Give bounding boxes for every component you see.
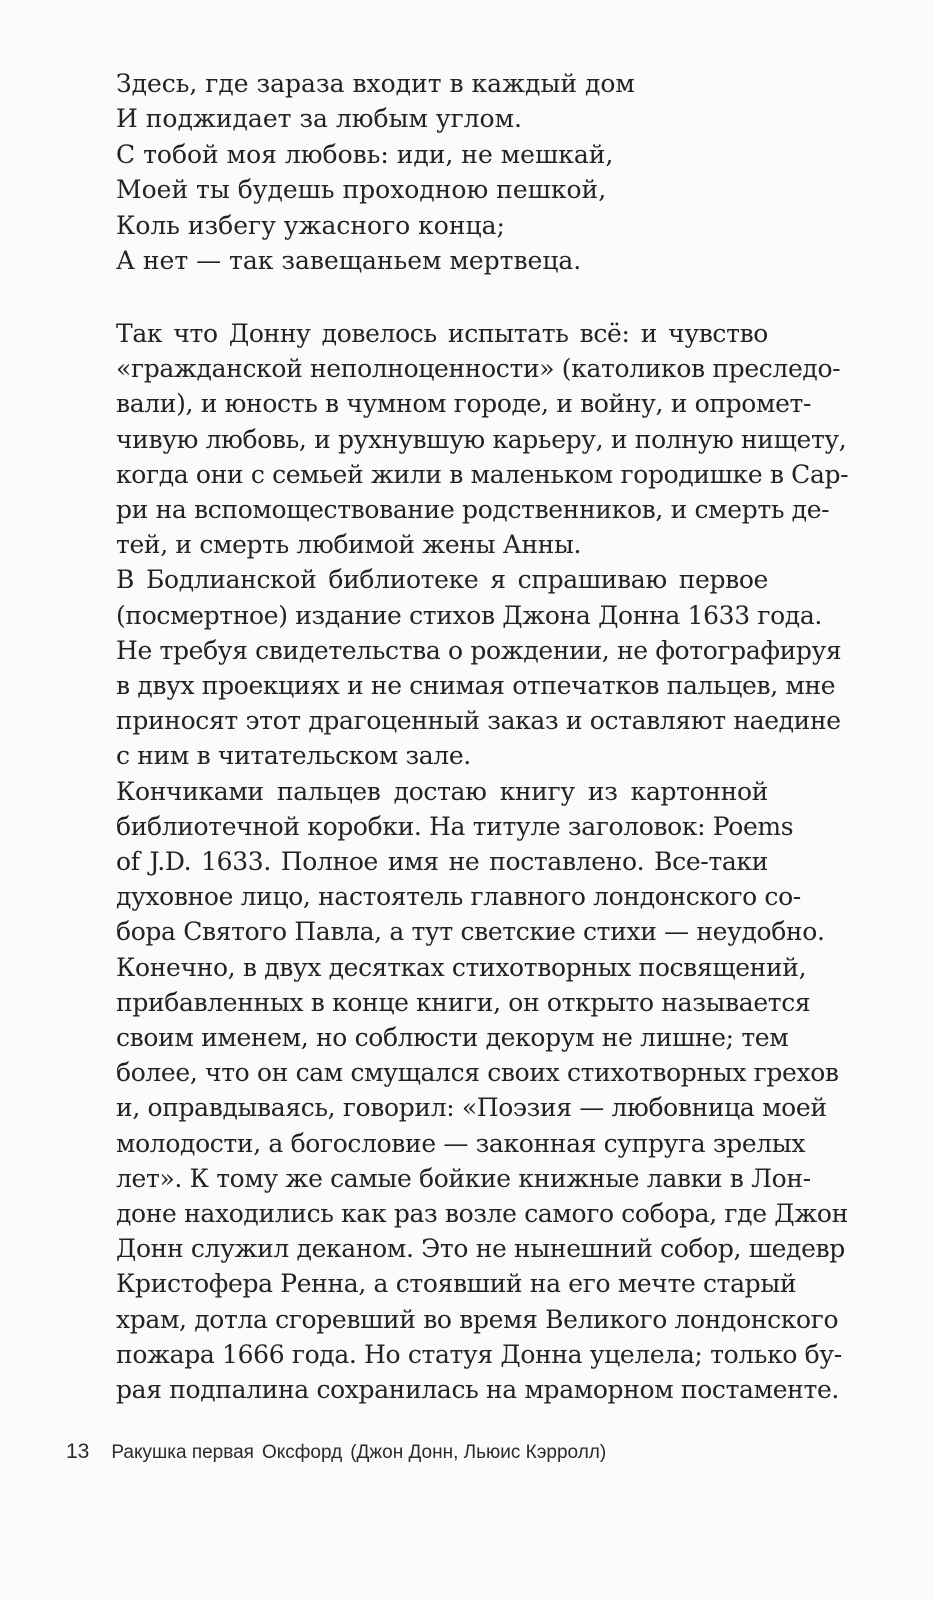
text-line: Кончиками пальцев достаю книгу из картонной — [116, 776, 768, 806]
footer-section: Ракушка первая — [111, 1442, 254, 1463]
text-line: ри на вспомоществование родственников, и смерть де- — [116, 495, 830, 525]
text-line: (посмертное) издание стихов Джона Донна 1633 года. — [116, 600, 822, 630]
poem-line: С тобой моя любовь: иди, не мешкай, — [116, 139, 614, 169]
poem-quote — [116, 66, 768, 278]
text-line: пожара 1666 года. Но статуя Донна уцелела; только бу- — [116, 1339, 842, 1369]
text-line: доне находились как раз возле самого собора, где Джон — [116, 1199, 848, 1229]
poem-line: А нет — так завещаньем мертвеца. — [116, 246, 582, 276]
poem-line: И поджидает за любым углом. — [116, 104, 522, 134]
paragraph-1 — [116, 316, 849, 562]
text-line: духовное лицо, настоятель главного лондонского со- — [116, 882, 801, 912]
text-line: более, что он сам смущался своих стихотворных грехов — [116, 1058, 839, 1088]
text-line: рая подпалина сохранилась на мраморном постаменте. — [116, 1375, 839, 1405]
text-line: с ним в читательском зале. — [116, 741, 471, 771]
text-line: прибавленных в конце книги, он открыто называется — [116, 987, 811, 1017]
text-line: своим именем, но соблюсти декорум не лишне; тем — [116, 1023, 789, 1053]
page-number: 13 — [66, 1440, 90, 1463]
text-line: тей, и смерть любимой жены Анны. — [116, 530, 582, 560]
running-footer — [66, 1440, 606, 1465]
text-line: приносят этот драгоценный заказ и оставляют наедине — [116, 706, 841, 736]
paragraph-3 — [116, 774, 848, 1408]
text-line: Конечно, в двух десятках стихотворных посвящений, — [116, 952, 807, 982]
body-text — [116, 316, 849, 1407]
text-line: Донн служил деканом. Это не нынешний собор, шедевр — [116, 1234, 845, 1264]
poem-line: Коль избегу ужасного конца; — [116, 210, 505, 240]
text-line: храм, дотла сгоревший во время Великого лондонского — [116, 1304, 839, 1334]
text-line: Не требуя свидетельства о рождении, не фотографируя — [116, 635, 842, 665]
text-line: В Бодлианской библиотеке я спрашиваю первое — [116, 565, 768, 595]
text-line: Кристофера Ренна, а стоявший на его мечте старый — [116, 1269, 797, 1299]
text-line: Так что Донну довелось испытать всё: и чувство — [116, 319, 768, 348]
text-line: в двух проекциях и не снимая отпечатков пальцев, мне — [116, 671, 836, 701]
text-line: «гражданской неполноценности» (католиков преследо- — [116, 354, 841, 384]
footer-authors: (Джон Донн, Льюис Кэрролл) — [350, 1442, 607, 1463]
text-line: вали), и юность в чумном городе, и войну, и опромет- — [116, 389, 812, 419]
text-line: и, оправдываясь, говорил: «Поэзия — любовница моей — [116, 1093, 827, 1123]
text-line: когда они с семьей жили в маленьком городишке в Сар- — [116, 459, 849, 489]
text-line: библиотечной коробки. На титуле заголовок: Poems — [116, 811, 794, 841]
paragraph-2 — [116, 562, 842, 773]
poem-line: Моей ты будешь проходною пешкой, — [116, 175, 607, 205]
poem-line: Здесь, где зараза входит в каждый дом — [116, 69, 635, 98]
text-line: лет». К тому же самые бойкие книжные лавки в Лон- — [116, 1163, 811, 1193]
text-line: бора Святого Павла, а тут светские стихи — неудобно. — [116, 917, 825, 947]
text-line: of J.D. 1633. Полное имя не поставлено. Все-таки — [116, 847, 768, 877]
text-line: молодости, а богословие — законная супруга зрелых — [116, 1128, 806, 1158]
text-line: чивую любовь, и рухнувшую карьеру, и полную нищету, — [116, 424, 847, 454]
footer-city: Оксфорд — [261, 1442, 343, 1463]
